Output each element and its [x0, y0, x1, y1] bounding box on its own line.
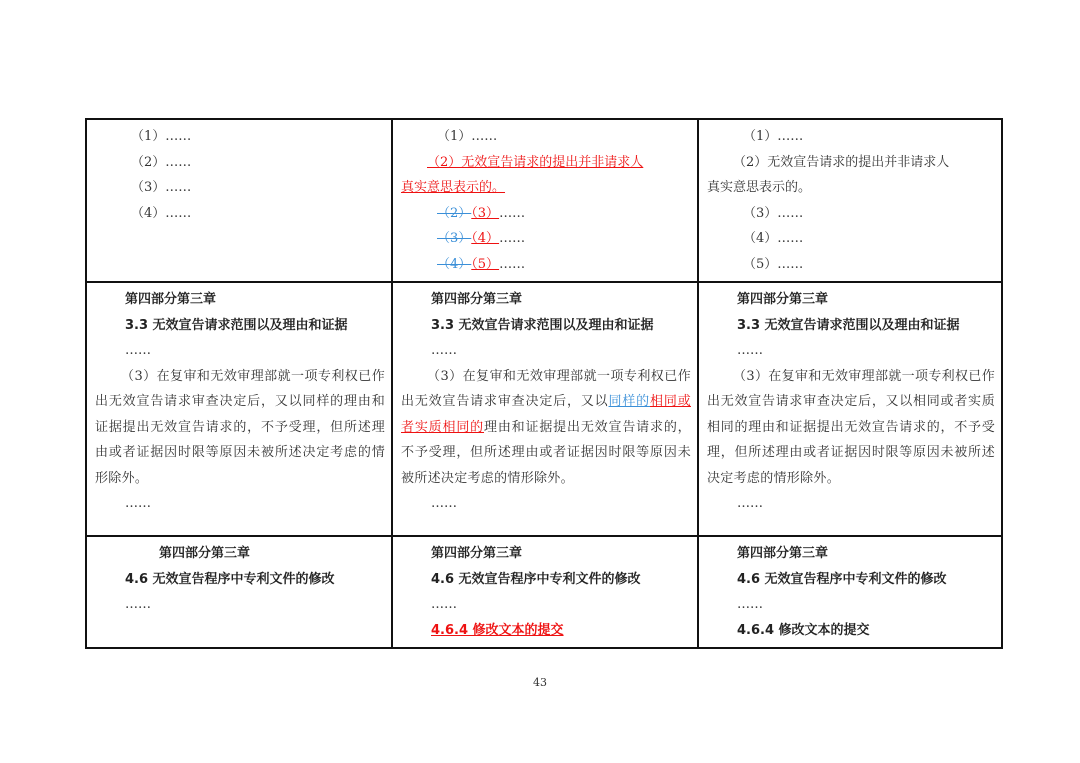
renumbered-item [401, 252, 691, 278]
paragraph-text: 理由和证据提出无效宣告请求的，不予受理，但所述理由或者证据因时限等原因未被所述决定考虑的情形除外。 [401, 419, 691, 486]
renumbered-item [401, 226, 691, 252]
inserted-number: （4） [471, 231, 500, 246]
original-text-cell [86, 119, 392, 282]
deleted-number: （3） [437, 231, 472, 246]
list-item: （4）…… [131, 205, 192, 221]
section-heading: 第四部分第三章 [737, 292, 829, 307]
section-subheading: 3.3 无效宣告请求范围以及理由和证据 [125, 317, 348, 333]
ellipsis: …… [125, 597, 151, 612]
section-subheading: 3.3 无效宣告请求范围以及理由和证据 [431, 317, 654, 333]
ellipsis: …… [431, 343, 457, 358]
paragraph [401, 364, 691, 492]
list-item: （3）…… [131, 180, 192, 195]
section-heading: 第四部分第三章 [125, 292, 217, 307]
section-subheading: 4.6 无效宣告程序中专利文件的修改 [431, 571, 641, 587]
section-subheading: 4.6 无效宣告程序中专利文件的修改 [737, 571, 947, 587]
comparison-table [85, 118, 1003, 649]
table-row [86, 282, 1002, 536]
paragraph: （3）在复审和无效审理部就一项专利权已作出无效宣告请求审查决定后，又以同样的理由和证据提出无效宣告请求的，不予受理，但所述理由或者证据因时限等原因未被所述决定考虑的情形除外。 [95, 368, 385, 486]
inserted-text: （2）无效宣告请求的提出并非请求人 [427, 154, 644, 170]
deleted-number: （4） [437, 256, 472, 272]
ellipsis: …… [737, 597, 763, 612]
table-row [86, 536, 1002, 648]
new-section-title [401, 618, 691, 644]
ellipsis: …… [737, 496, 763, 511]
list-item: （3）…… [743, 205, 804, 221]
revised-text-cell [698, 536, 1002, 648]
ellipsis: …… [431, 597, 457, 612]
inserted-text: 4.6.4 修改文本的提交 [431, 622, 564, 638]
revision-markup-cell [392, 119, 698, 282]
item-ellipsis: …… [499, 231, 526, 246]
deleted-text: 同样的 [608, 394, 651, 409]
ellipsis: …… [125, 496, 151, 511]
section-subheading: 3.3 无效宣告请求范围以及理由和证据 [737, 317, 960, 333]
page-number: 43 [533, 676, 547, 689]
item-ellipsis: …… [499, 205, 526, 221]
renumbered-item [401, 201, 691, 227]
deleted-number: （2） [437, 205, 472, 221]
item-ellipsis: …… [499, 256, 526, 272]
section-heading: 第四部分第三章 [737, 546, 829, 561]
list-item: （4）…… [743, 231, 804, 246]
list-item: （5）…… [743, 256, 804, 272]
ellipsis: …… [125, 343, 151, 358]
section-subheading: 4.6 无效宣告程序中专利文件的修改 [125, 571, 335, 587]
ellipsis: …… [737, 343, 763, 358]
section-heading: 第四部分第三章 [159, 546, 251, 561]
revised-text-cell [698, 282, 1002, 536]
list-item: （2）无效宣告请求的提出并非请求人 [733, 154, 950, 170]
list-item: （2）…… [131, 154, 192, 170]
inserted-text: 真实意思表示的。 [401, 180, 506, 195]
section-heading: 第四部分第三章 [431, 292, 523, 307]
table-row [86, 119, 1002, 282]
revision-markup-cell [392, 536, 698, 648]
inserted-item-continuation [401, 175, 691, 201]
inserted-item [401, 150, 691, 176]
revision-markup-cell [392, 282, 698, 536]
paragraph-text: （3）在复审和无效审理部就一项专利权已作出无效宣告请求审查决定后，又以 [401, 368, 691, 409]
inserted-number: （5） [471, 256, 500, 272]
list-item: （1）…… [131, 129, 192, 144]
paragraph: （3）在复审和无效审理部就一项专利权已作出无效宣告请求审查决定后，又以相同或者实质相同的理由和证据提出无效宣告请求的，不予受理，但所述理由或者证据因时限等原因未被所述决定考虑的情形除外。 [707, 368, 995, 486]
list-item-continuation: 真实意思表示的。 [707, 180, 812, 195]
original-text-cell [86, 282, 392, 536]
list-item: （1）…… [743, 129, 804, 144]
inserted-text: 相同或者实质相同的 [401, 394, 691, 435]
revised-text-cell [698, 119, 1002, 282]
section-title: 4.6.4 修改文本的提交 [737, 622, 870, 638]
ellipsis: …… [431, 496, 457, 511]
list-item: （1）…… [437, 129, 498, 144]
inserted-number: （3） [471, 205, 500, 221]
original-text-cell [86, 536, 392, 648]
section-heading: 第四部分第三章 [431, 546, 523, 561]
